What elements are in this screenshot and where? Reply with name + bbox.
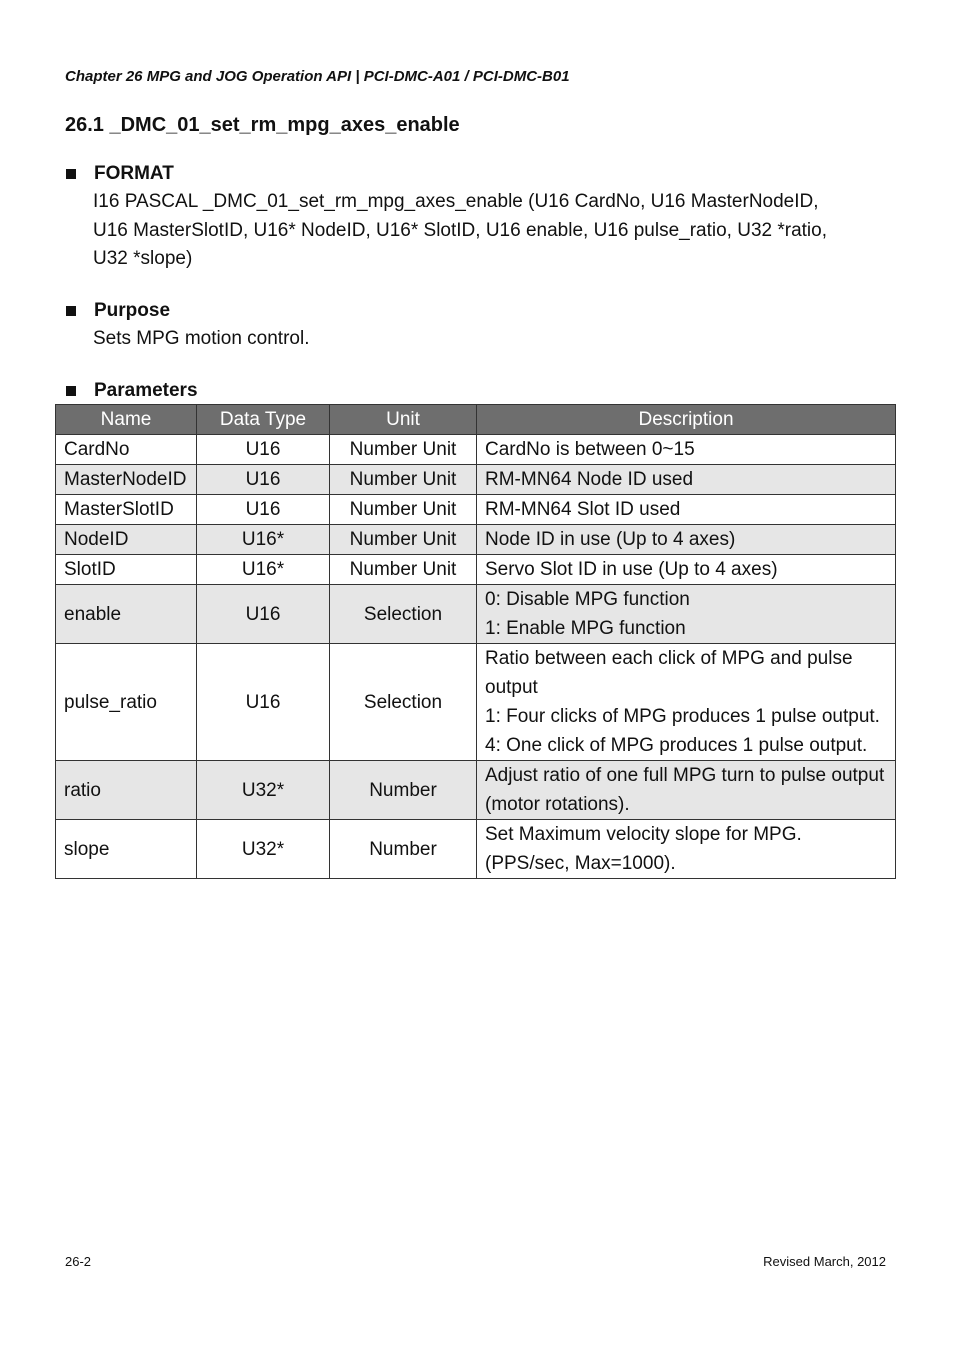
description-line: 1: Enable MPG function: [485, 618, 686, 639]
param-data-type: U32*: [197, 820, 330, 879]
description-line: 0: Disable MPG function: [485, 589, 690, 610]
format-heading-label: FORMAT: [94, 163, 174, 184]
bullet-square-icon: [66, 306, 76, 316]
parameters-section: [65, 377, 895, 405]
param-description: [477, 555, 896, 585]
description-line: 1: Four clicks of MPG produces 1 pulse output.: [485, 706, 880, 727]
table-row: [56, 555, 896, 585]
param-description: [477, 495, 896, 525]
format-section: [65, 160, 895, 274]
param-data-type: U16*: [197, 525, 330, 555]
purpose-heading: [65, 297, 895, 325]
param-name: NodeID: [56, 525, 197, 555]
description-line: (motor rotations).: [485, 794, 630, 815]
param-unit: Number Unit: [330, 555, 477, 585]
param-description: [477, 525, 896, 555]
purpose-section: [65, 297, 895, 354]
param-unit: Number: [330, 820, 477, 879]
description-line: RM-MN64 Slot ID used: [485, 499, 681, 520]
table-row: [56, 585, 896, 644]
description-line: RM-MN64 Node ID used: [485, 469, 694, 490]
param-name: SlotID: [56, 555, 197, 585]
param-name: CardNo: [56, 435, 197, 465]
table-row: [56, 644, 896, 761]
param-data-type: U16*: [197, 555, 330, 585]
param-data-type: U16: [197, 585, 330, 644]
description-line: Set Maximum velocity slope for MPG.: [485, 824, 802, 845]
parameters-heading-label: Parameters: [94, 380, 198, 401]
param-name: pulse_ratio: [56, 644, 197, 761]
param-unit: Number Unit: [330, 435, 477, 465]
param-name: slope: [56, 820, 197, 879]
purpose-text: Sets MPG motion control.: [93, 328, 310, 349]
page-number: 26-2: [65, 1254, 92, 1269]
param-unit: Number Unit: [330, 465, 477, 495]
table-row: [56, 761, 896, 820]
param-description: [477, 585, 896, 644]
parameters-heading: [65, 377, 895, 405]
column-header-unit: Unit: [330, 405, 477, 435]
format-heading: [65, 160, 895, 188]
param-name: MasterSlotID: [56, 495, 197, 525]
table-header-row: [56, 405, 896, 435]
description-line: Adjust ratio of one full MPG turn to pulse output: [485, 765, 885, 786]
param-name: enable: [56, 585, 197, 644]
format-line: U32 *slope): [93, 248, 193, 269]
table-row: [56, 820, 896, 879]
param-description: [477, 435, 896, 465]
format-line: U16 MasterSlotID, U16* NodeID, U16* SlotID, U16 enable, U16 pulse_ratio, U32 *ratio,: [93, 219, 827, 241]
column-header-data-type: Data Type: [197, 405, 330, 435]
table-row: [56, 495, 896, 525]
chapter-header: Chapter 26 MPG and JOG Operation API | PCI-DMC-A01 / PCI-DMC-B01: [65, 68, 570, 85]
description-line: Servo Slot ID in use (Up to 4 axes): [485, 559, 778, 580]
param-unit: Selection: [330, 644, 477, 761]
bullet-square-icon: [66, 169, 76, 179]
description-line: (PPS/sec, Max=1000).: [485, 853, 676, 874]
param-data-type: U32*: [197, 761, 330, 820]
column-header-name: Name: [56, 405, 197, 435]
description-line: output: [485, 677, 538, 698]
description-line: 4: One click of MPG produces 1 pulse output.: [485, 735, 868, 756]
param-data-type: U16: [197, 465, 330, 495]
param-description: [477, 465, 896, 495]
description-line: Node ID in use (Up to 4 axes): [485, 529, 736, 550]
table-row: [56, 435, 896, 465]
param-data-type: U16: [197, 435, 330, 465]
description-line: CardNo is between 0~15: [485, 439, 695, 460]
param-unit: Number Unit: [330, 495, 477, 525]
param-unit: Selection: [330, 585, 477, 644]
param-data-type: U16: [197, 495, 330, 525]
param-unit: Number: [330, 761, 477, 820]
param-data-type: U16: [197, 644, 330, 761]
section-title: 26.1 _DMC_01_set_rm_mpg_axes_enable: [65, 114, 460, 136]
format-signature: [93, 188, 895, 274]
param-description: [477, 820, 896, 879]
table-row: [56, 525, 896, 555]
column-header-description: Description: [477, 405, 896, 435]
parameters-table: [55, 404, 896, 879]
format-line: I16 PASCAL _DMC_01_set_rm_mpg_axes_enable (U16 CardNo, U16 MasterNodeID,: [93, 191, 819, 212]
param-description: [477, 644, 896, 761]
param-description: [477, 761, 896, 820]
param-unit: Number Unit: [330, 525, 477, 555]
param-name: MasterNodeID: [56, 465, 197, 495]
bullet-square-icon: [66, 386, 76, 396]
table-row: [56, 465, 896, 495]
param-name: ratio: [56, 761, 197, 820]
purpose-heading-label: Purpose: [94, 300, 171, 321]
description-line: Ratio between each click of MPG and pulse: [485, 648, 853, 669]
revision-date: Revised March, 2012: [763, 1254, 886, 1269]
